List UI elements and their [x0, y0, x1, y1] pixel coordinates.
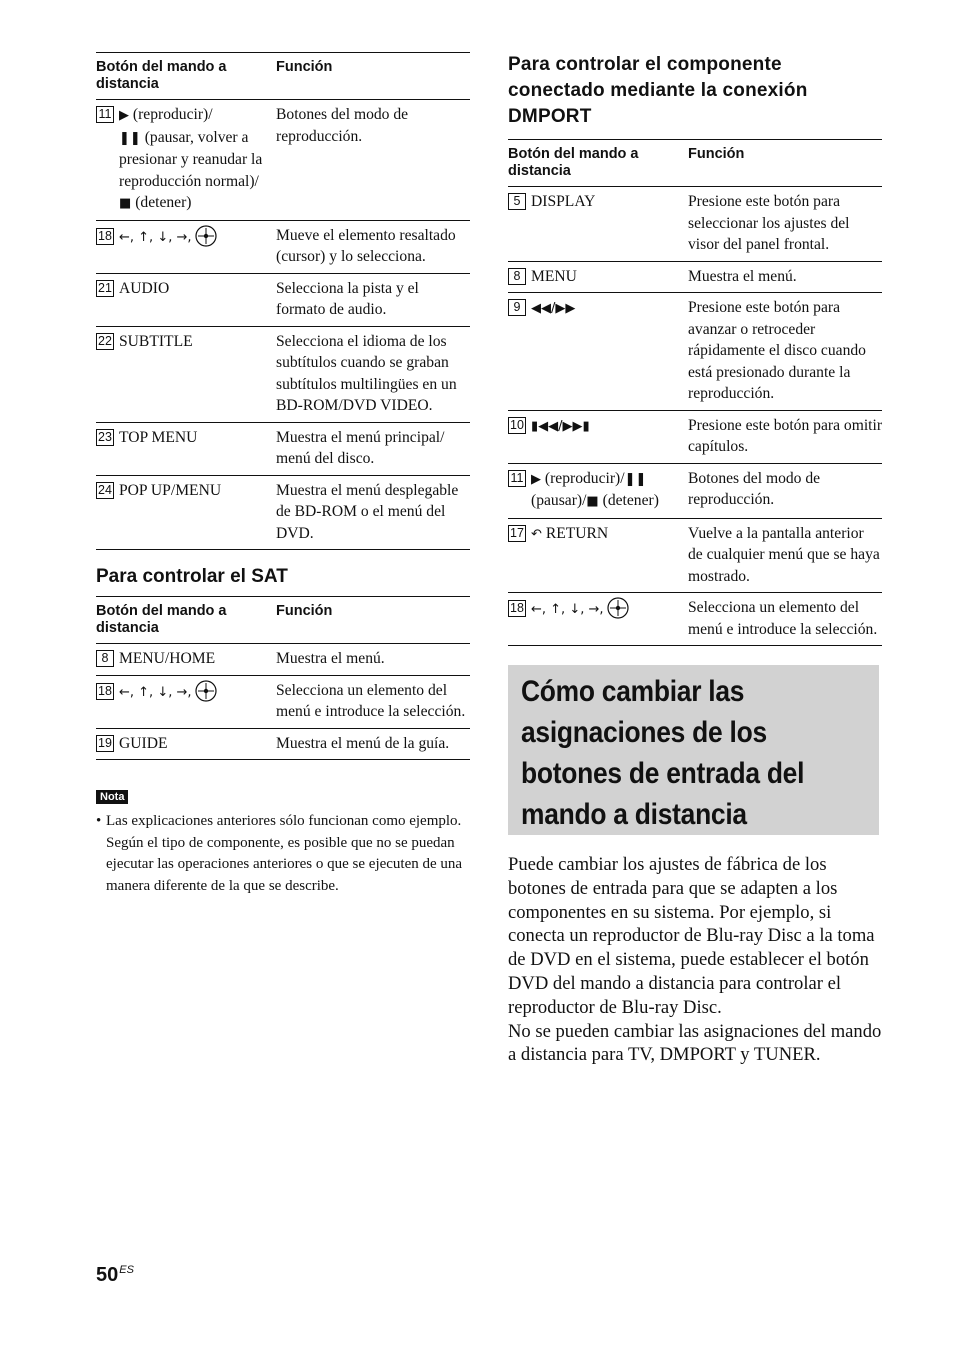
button-number: 10 — [508, 417, 526, 434]
button-label: (detener) — [135, 194, 192, 211]
stop-icon: ■ — [586, 494, 599, 509]
section-title: Cómo cambiar las asignaciones de los botones de entrada del mando a distancia — [521, 675, 805, 831]
table-row — [96, 220, 470, 273]
button-number: 24 — [96, 482, 114, 499]
pause-icon: ❚❚ — [119, 130, 141, 146]
button-cell — [508, 293, 688, 411]
stop-icon: ■ — [119, 196, 132, 211]
button-number: 21 — [96, 280, 114, 297]
table-row — [96, 100, 470, 221]
button-label: POP UP/MENU — [119, 481, 222, 499]
left-column — [96, 52, 470, 897]
button-number: 8 — [508, 268, 526, 285]
function-cell: Botones del modo de reproducción. — [688, 463, 882, 518]
button-number: 19 — [96, 735, 114, 752]
table-row — [508, 518, 882, 593]
button-number: 18 — [96, 228, 114, 245]
button-label: TOP MENU — [119, 428, 198, 446]
function-cell: Muestra el menú. — [276, 644, 470, 676]
button-number: 18 — [508, 600, 526, 617]
button-cell — [508, 261, 688, 293]
button-number: 5 — [508, 193, 526, 210]
function-cell: Presione este botón para omitir capítulos. — [688, 410, 882, 463]
button-number: 11 — [508, 470, 526, 487]
enter-cursor-icon — [607, 597, 629, 619]
button-cell — [508, 187, 688, 262]
function-cell: Vuelve a la pantalla anterior de cualquier menú que se haya mostrado. — [688, 518, 882, 593]
rewind-fastforward-icon: ◀◀/▶▶ — [531, 301, 576, 316]
button-cell — [96, 644, 276, 676]
page-number — [96, 1257, 134, 1288]
dmport-function-table — [508, 139, 882, 646]
prev-next-chapter-icon: ▮◀◀/▶▶▮ — [531, 418, 590, 434]
enter-cursor-icon — [195, 225, 217, 247]
button-cell — [96, 220, 276, 273]
table-row — [96, 675, 470, 728]
button-number: 18 — [96, 683, 114, 700]
function-cell: Mueve el elemento resaltado (cursor) y lo selecciona. — [276, 220, 470, 273]
header-function-col: Función — [688, 140, 882, 187]
table-row — [508, 593, 882, 646]
button-cell — [508, 593, 688, 646]
table-row — [96, 475, 470, 550]
table-header-row — [508, 140, 882, 187]
button-label: (detener) — [602, 492, 659, 509]
body-paragraph: No se pueden cambiar las asignaciones del mando a distancia para TV, DMPORT y TUNER. — [508, 1020, 882, 1066]
body-paragraph: Puede cambiar los ajustes de fábrica de los botones de entrada para que se adapten a los componentes en su sistema. Por ejemplo, si conecta un reproductor de Blu-ray Disc a la toma de DVD en el sistema, puede establecer el botón DVD del mando a distancia para controlar el reproductor de Blu-ray Disc. — [508, 854, 875, 1018]
note-list — [96, 811, 470, 897]
button-cell — [508, 518, 688, 593]
function-cell: Muestra el menú. — [688, 261, 882, 293]
arrow-keys-icon: ←, ↑, ↓, →, — [531, 602, 604, 617]
function-cell: Muestra el menú principal/ menú del disco. — [276, 422, 470, 475]
button-label: AUDIO — [119, 279, 170, 297]
button-label: MENU/HOME — [119, 650, 216, 667]
function-cell: Selecciona la pista y el formato de audio. — [276, 273, 470, 326]
table-header-row — [96, 597, 470, 644]
table-row — [96, 273, 470, 326]
sat-heading: Para controlar el SAT — [96, 566, 288, 587]
page-language-suffix: ES — [119, 1264, 134, 1276]
button-cell — [96, 273, 276, 326]
button-cell — [508, 463, 688, 518]
header-button-col: Botón del mando a distancia — [96, 597, 276, 644]
table-row — [96, 326, 470, 422]
button-label: (reproducir)/ — [544, 469, 625, 487]
function-cell: Selecciona un elemento del menú e introduce la selección. — [276, 675, 470, 728]
button-label: RETURN — [545, 524, 609, 542]
header-function-col: Función — [276, 53, 470, 100]
function-cell: Muestra el menú de la guía. — [276, 728, 470, 760]
function-cell: Botones del modo de reproducción. — [276, 100, 470, 221]
button-label: GUIDE — [119, 734, 168, 752]
button-label: (pausar)/ — [531, 492, 587, 509]
table-row — [508, 463, 882, 518]
button-number: 9 — [508, 299, 526, 316]
note-badge: Nota — [96, 790, 128, 804]
button-cell — [96, 100, 276, 221]
button-cell — [96, 475, 276, 550]
button-label: (pausar, volver a presionar y reanudar la reproducción normal)/ — [119, 128, 263, 190]
button-number: 22 — [96, 333, 114, 350]
header-button-col: Botón del mando a distancia — [508, 140, 688, 187]
function-cell: Presione este botón para seleccionar los ajustes del visor del panel frontal. — [688, 187, 882, 262]
sat-function-table — [96, 596, 470, 760]
button-cell — [96, 728, 276, 760]
table-row — [508, 410, 882, 463]
arrow-keys-icon: ←, ↑, ↓, →, — [119, 684, 192, 700]
function-cell: Muestra el menú desplegable de BD-ROM o el menú del DVD. — [276, 475, 470, 550]
pause-icon: ❚❚ — [624, 471, 647, 487]
table-row — [508, 187, 882, 262]
header-button-col: Botón del mando a distancia — [96, 53, 276, 100]
button-number: 8 — [96, 650, 114, 667]
button-label: MENU — [531, 267, 577, 285]
button-cell — [96, 675, 276, 728]
table-row — [508, 293, 882, 411]
main-function-table — [96, 52, 470, 550]
section-title-box — [508, 665, 879, 835]
table-row — [96, 644, 470, 676]
dmport-heading: Para controlar el componente conectado mediante la conexión DMPORT — [508, 54, 808, 127]
enter-cursor-icon — [195, 680, 217, 702]
button-number: 11 — [96, 106, 114, 123]
table-row — [96, 422, 470, 475]
button-label: DISPLAY — [531, 193, 596, 210]
function-cell: Selecciona el idioma de los subtítulos cuando se graban subtítulos multilingües en un BD-ROM/DVD VIDEO. — [276, 326, 470, 422]
right-column — [508, 52, 882, 646]
return-arrow-icon: ↶ — [531, 526, 542, 542]
page-number-value: 50 — [96, 1264, 119, 1286]
body-text — [508, 853, 884, 1067]
button-cell — [508, 410, 688, 463]
button-number: 23 — [96, 429, 114, 446]
button-label: (reproducir)/ — [132, 106, 213, 123]
function-cell: Selecciona un elemento del menú e introduce la selección. — [688, 593, 882, 646]
play-icon: ▶ — [531, 471, 541, 487]
button-cell — [96, 326, 276, 422]
header-function-col: Función — [276, 597, 470, 644]
note-item: • Las explicaciones anteriores sólo funcionan como ejemplo. Según el tipo de componente, es posible que no se puedan ejecutar las operaciones anteriores o que se ejecuten de una manera diferente de la que se describe. — [96, 811, 470, 897]
table-row — [96, 728, 470, 760]
function-cell: Presione este botón para avanzar o retroceder rápidamente el disco cuando está presionado durante la reproducción. — [688, 293, 882, 411]
play-icon: ▶ — [119, 108, 129, 123]
button-label: SUBTITLE — [119, 332, 193, 350]
table-row — [508, 261, 882, 293]
button-number: 17 — [508, 525, 526, 542]
arrow-keys-icon: ←, ↑, ↓, →, — [119, 229, 192, 245]
button-cell — [96, 422, 276, 475]
table-header-row — [96, 53, 470, 100]
